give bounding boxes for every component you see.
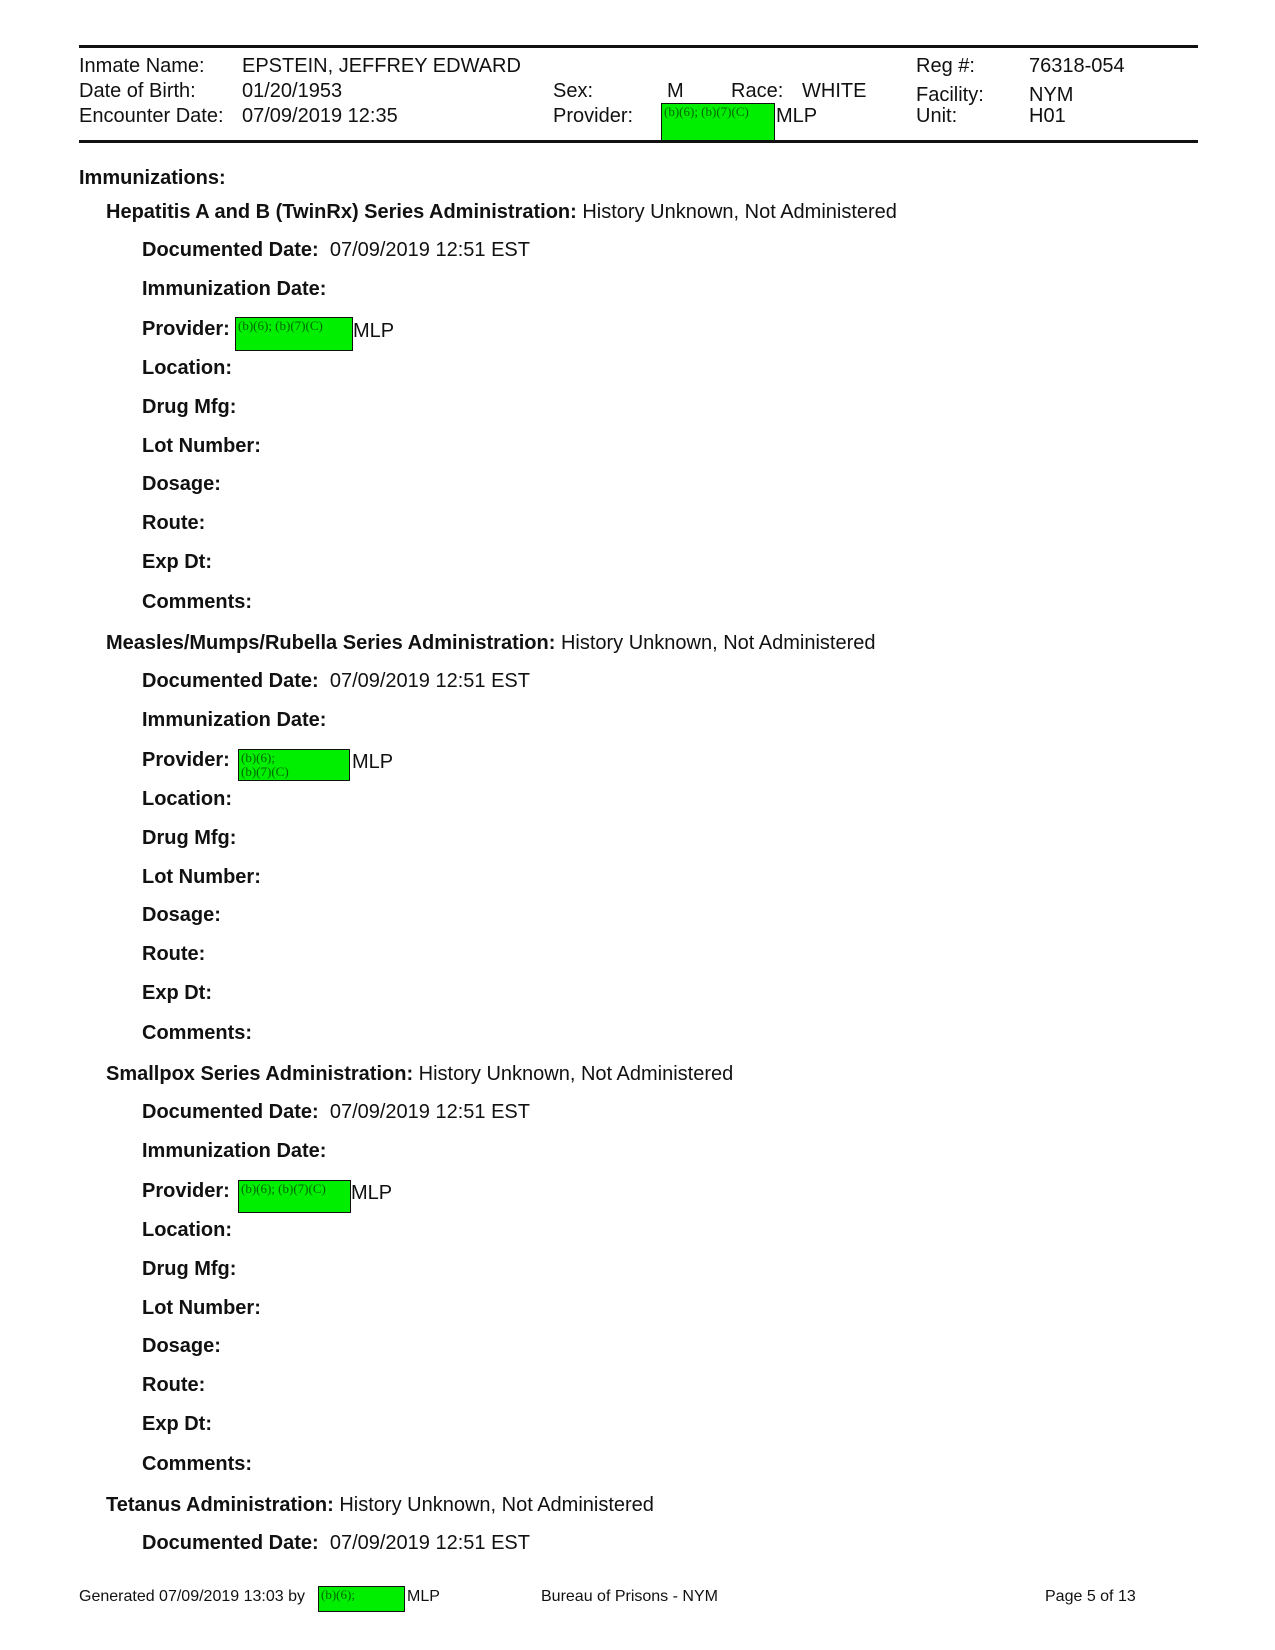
immunization-date-label: Immunization Date: — [142, 709, 327, 731]
unit-label: Unit: — [916, 105, 958, 127]
documented-date-value: 07/09/2019 12:51 EST — [329, 1101, 530, 1123]
race-label: Race: — [731, 80, 784, 102]
documented-date-label: Documented Date: — [142, 1101, 319, 1123]
provider-redaction-box: (b)(6); (b)(7)(C) — [235, 317, 353, 351]
footer-suffix: MLP — [407, 1588, 440, 1605]
encounter-value: 07/09/2019 12:35 — [242, 105, 398, 127]
route-label: Route: — [142, 512, 206, 534]
documented-date-value: 07/09/2019 12:51 EST — [329, 670, 530, 692]
drug-mfg-label: Drug Mfg: — [142, 827, 237, 849]
documented-date-row — [142, 1100, 530, 1124]
reg-value: 76318-054 — [1029, 55, 1125, 77]
reg-label: Reg #: — [916, 55, 975, 77]
facility-label: Facility: — [916, 84, 984, 106]
sex-label: Sex: — [553, 80, 594, 102]
provider-suffix: MLP — [353, 320, 395, 342]
redaction-line-1: (b)(6); — [241, 750, 275, 765]
comments-label: Comments: — [142, 1453, 253, 1475]
provider-field-label: Provider: — [142, 749, 230, 771]
record-title: Hepatitis A and B (TwinRx) Series Administration: — [106, 201, 577, 223]
provider-suffix: MLP — [351, 1182, 393, 1204]
dosage-label: Dosage: — [142, 1335, 221, 1357]
footer-page-number: Page 5 of 13 — [1045, 1588, 1136, 1605]
dob-label: Date of Birth: — [79, 80, 196, 102]
sex-value: M — [667, 80, 684, 102]
provider-suffix: MLP — [776, 105, 818, 127]
lot-number-label: Lot Number: — [142, 866, 261, 888]
provider-field-label: Provider: — [142, 318, 230, 340]
exp-date-label: Exp Dt: — [142, 982, 212, 1004]
record-status: History Unknown, Not Administered — [560, 632, 876, 654]
facility-value: NYM — [1029, 84, 1074, 106]
documented-date-label: Documented Date: — [142, 239, 319, 261]
provider-redaction-box: (b)(6); (b)(7)(C) — [238, 1180, 351, 1213]
route-label: Route: — [142, 1374, 206, 1396]
provider-redaction-box: (b)(6); (b)(7)(C) — [661, 103, 775, 142]
lot-number-label: Lot Number: — [142, 1297, 261, 1319]
documented-date-value: 07/09/2019 12:51 EST — [329, 239, 530, 261]
provider-redaction-box — [238, 749, 350, 781]
inmate-name: EPSTEIN, JEFFREY EDWARD — [242, 55, 521, 77]
race-value: WHITE — [802, 80, 867, 102]
record-title: Tetanus Administration: — [106, 1494, 334, 1516]
footer-generated: Generated 07/09/2019 13:03 by — [79, 1588, 305, 1605]
documented-date-label: Documented Date: — [142, 1532, 319, 1554]
drug-mfg-label: Drug Mfg: — [142, 1258, 237, 1280]
footer-redaction-box: (b)(6); — [318, 1586, 405, 1612]
dosage-label: Dosage: — [142, 473, 221, 495]
documented-date-label: Documented Date: — [142, 670, 319, 692]
encounter-label: Encounter Date: — [79, 105, 224, 127]
drug-mfg-label: Drug Mfg: — [142, 396, 237, 418]
documented-date-row — [142, 1531, 530, 1555]
exp-date-label: Exp Dt: — [142, 1413, 212, 1435]
comments-label: Comments: — [142, 1022, 253, 1044]
section-title: Immunizations: — [79, 167, 226, 189]
record-title-row — [106, 1493, 654, 1517]
location-label: Location: — [142, 788, 232, 810]
record-title-row — [106, 631, 876, 655]
location-label: Location: — [142, 357, 232, 379]
record-status: History Unknown, Not Administered — [339, 1494, 654, 1516]
unit-value: H01 — [1029, 105, 1066, 127]
immunization-date-label: Immunization Date: — [142, 1140, 327, 1162]
comments-label: Comments: — [142, 591, 253, 613]
record-title: Smallpox Series Administration: — [106, 1063, 414, 1085]
route-label: Route: — [142, 943, 206, 965]
dosage-label: Dosage: — [142, 904, 221, 926]
record-title: Measles/Mumps/Rubella Series Administration: — [106, 632, 556, 654]
documented-date-row — [142, 238, 530, 262]
exp-date-label: Exp Dt: — [142, 551, 212, 573]
record-status: History Unknown, Not Administered — [418, 1063, 734, 1085]
provider-field-label: Provider: — [142, 1180, 230, 1202]
record-title-row — [106, 1062, 733, 1086]
documented-date-value: 07/09/2019 12:51 EST — [329, 1532, 530, 1554]
record-status: History Unknown, Not Administered — [582, 201, 897, 223]
header-bottom-rule — [79, 140, 1198, 143]
lot-number-label: Lot Number: — [142, 435, 261, 457]
location-label: Location: — [142, 1219, 232, 1241]
header-top-rule — [79, 45, 1198, 48]
record-title-row — [106, 200, 897, 224]
footer-org: Bureau of Prisons - NYM — [541, 1588, 718, 1605]
documented-date-row — [142, 669, 530, 693]
redaction-line-2: (b)(7)(C) — [241, 764, 289, 779]
immunization-date-label: Immunization Date: — [142, 278, 327, 300]
inmate-name-label: Inmate Name: — [79, 55, 205, 77]
provider-suffix: MLP — [352, 751, 394, 773]
dob-value: 01/20/1953 — [242, 80, 343, 102]
provider-label: Provider: — [553, 105, 634, 127]
